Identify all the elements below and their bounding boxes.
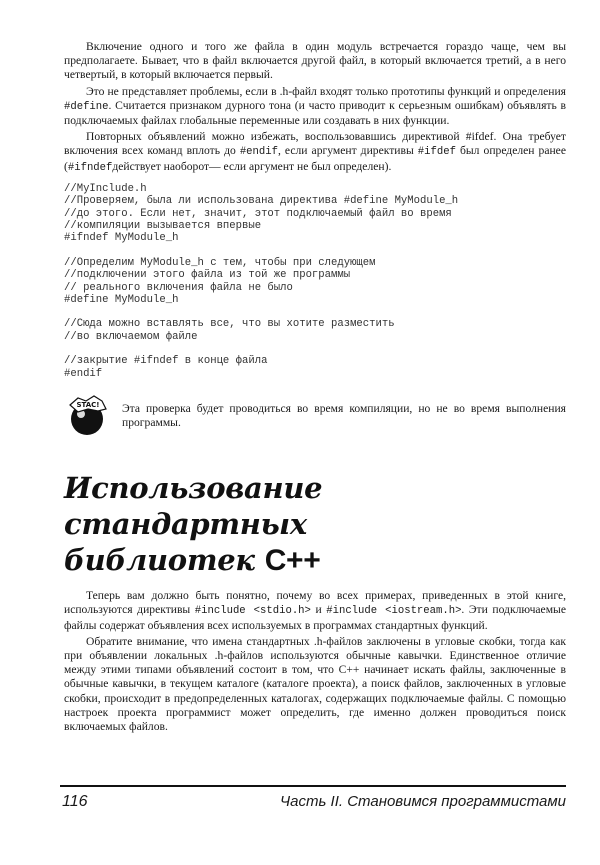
bomb-icon bbox=[64, 392, 110, 438]
paragraph-prototypes: Это не представляет проблемы, если в .h-файл входят только прототипы функций и определения #define. Считается признаком дурного тона (и часто приводит к серьезным ошибкам) объявлять в подключаемых файлах глобальные переменные или создавать в них функции. bbox=[64, 84, 566, 128]
code-line: //закрытие #ifndef в конце файла bbox=[64, 355, 268, 368]
code-line: //во включаемом файле bbox=[64, 330, 198, 343]
note-text: Эта проверка будет проводиться во время компиляции, но не во время выполнения программы. bbox=[122, 402, 566, 430]
code-line: //подключении этого файла из той же программы bbox=[64, 269, 351, 282]
heading-line-2: стандартных библиотек C++ bbox=[64, 507, 321, 578]
code-line: #ifndef MyModule_h bbox=[64, 232, 179, 245]
heading-cpp: C++ bbox=[264, 544, 321, 578]
svg-text:STAC!: STAC! bbox=[76, 401, 100, 410]
page-content bbox=[64, 40, 566, 734]
code-line: // реального включения файла не было bbox=[64, 281, 293, 294]
heading-line-1: Использование bbox=[64, 471, 323, 506]
section-heading bbox=[64, 470, 566, 579]
paragraph-angle-brackets: Обратите внимание, что имена стандартных .h-файлов заключены в угловые скобки, тогда как при объявлении локальных .h-файлов используются обычные кавычки. Единственное отличие между этими типами объявлений состоит в том, что C++ начинает искать файлы, заключенные в обычные кавычки, в текущем каталоге (каталоге проекта), а поиск файлов, заключенных в угловые скобки, происходит в предопределенных каталогах, содержащих подключаемые файлы. С помощью настроек проекта программист может определить, где именно должен проводиться поиск включаемых файлов. bbox=[64, 634, 566, 733]
code-line: #define MyModule_h bbox=[64, 294, 179, 307]
code-line: //компиляции вызывается впервые bbox=[64, 220, 262, 233]
paragraph-repeated-include: Включение одного и того же файла в один модуль встречается гораздо чаще, чем вы предполагаете. Бывает, что в файл включается другой файл, в который включается третий, а в него четвертый, в который включается первый. bbox=[64, 40, 566, 82]
paragraph-include-directives: Теперь вам должно быть понятно, почему во всех примерах, приведенных в этой книге, используются директивы #include <stdio.h> и #include <iostream.h>. Эти подключаемые файлы содержат объявления всех используемых в программах стандартных функций. bbox=[64, 589, 566, 632]
paragraph-ifdef: Повторных объявлений можно избежать, воспользовавшись директивой #ifdef. Она требует включения всех команд вплоть до #endif, если аргумент директивы #ifdef был определен ранее (#ifndefдействует наоборот— если аргумент не был определен). bbox=[64, 130, 566, 174]
code-listing bbox=[64, 183, 566, 380]
page-footer bbox=[60, 785, 566, 810]
code-line: #endif bbox=[64, 367, 103, 380]
part-title: Часть II. Становимся программистами bbox=[280, 793, 566, 810]
code-line: //MyInclude.h bbox=[64, 182, 147, 195]
page-number: 116 bbox=[62, 793, 88, 810]
code-line: //Определим MyModule_h с тем, чтобы при следующем bbox=[64, 256, 376, 269]
code-line: //до этого. Если нет, значит, этот подключаемый файл во время bbox=[64, 207, 452, 220]
warning-note bbox=[64, 392, 566, 438]
code-line: //Сюда можно вставлять все, что вы хотите разместить bbox=[64, 318, 395, 331]
code-line: //Проверяем, была ли использована директива #define MyModule_h bbox=[64, 195, 459, 208]
